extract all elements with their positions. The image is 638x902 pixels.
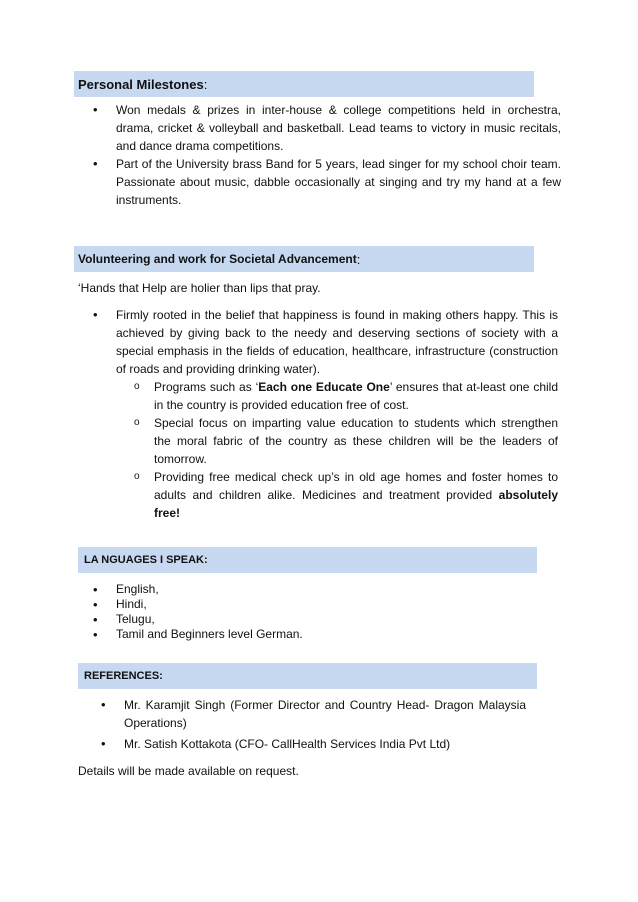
sub-item-suffix: ’ ensures that at-least one child in the country is provided education free of cost. — [154, 380, 559, 412]
sub-item-bold: absolutely free! — [154, 488, 558, 520]
section-title: LA NGUAGES I SPEAK: — [84, 554, 208, 566]
sub-list-item — [116, 468, 558, 522]
section-title: REFERENCES: — [84, 670, 163, 682]
section-header-volunteering — [74, 246, 534, 272]
list-item-text: Hindi, — [116, 597, 147, 611]
sub-item-prefix: Programs such as ‘ — [154, 380, 259, 394]
footer-note: Details will be made available on request. — [78, 764, 299, 778]
section-title-colon: : — [356, 251, 361, 267]
list-item — [86, 696, 526, 732]
milestones-list — [78, 101, 561, 209]
sub-item-text: Special focus on imparting value education to students which strengthen the moral fabric of the country as these children will be the leaders of tomorrow. — [154, 416, 558, 466]
section-header-references — [78, 663, 537, 689]
languages-list — [78, 582, 558, 642]
list-item-text: Mr. Satish Kottakota (CFO- CallHealth Services India Pvt Ltd) — [124, 737, 451, 751]
list-item-text: English, — [116, 582, 159, 596]
section-title: Volunteering and work for Societal Advancement — [78, 252, 357, 266]
list-item-text: Part of the University brass Band for 5 years, lead singer for my school choir team. Passionate about music, dabble occasionally at singing and try my hand at a few instruments. — [116, 157, 561, 207]
list-item-text: Firmly rooted in the belief that happiness is found in making others happy. This is achieved by giving back to the needy and deserving sections of society with a special emphasis in the fields of education, healthcare, infrastructure (construction of roads and providing drinking water). — [116, 308, 558, 376]
list-item — [78, 101, 561, 155]
list-item-text: Mr. Karamjit Singh (Former Director and Country Head- Dragon Malaysia Operations) — [124, 698, 526, 730]
list-item — [78, 612, 558, 627]
section-title: Personal Milestones — [78, 76, 204, 92]
list-item — [78, 155, 561, 209]
list-item-text: Tamil and Beginners level German. — [116, 627, 303, 641]
list-item — [78, 627, 558, 642]
section-title-colon: : — [203, 76, 208, 92]
sub-list-item — [116, 378, 558, 414]
list-item — [78, 582, 558, 597]
list-item — [86, 735, 526, 753]
list-item-text: Won medals & prizes in inter-house & college competitions held in orchestra, drama, cricket & volleyball and basketball. Lead teams to victory in music recitals, and dance drama competitions. — [116, 103, 561, 153]
sub-list-item — [116, 414, 558, 468]
references-list — [86, 696, 526, 753]
list-item — [78, 597, 558, 612]
section-header-milestones — [74, 71, 534, 97]
list-item-text: Telugu, — [116, 612, 155, 626]
sub-item-prefix: Providing free medical check up’s in old age homes and foster homes to adults and children alike. Medicines and treatment provided — [154, 470, 558, 502]
sub-item-bold: Each one Educate One — [258, 380, 390, 394]
quote-text: ‘Hands that Help are holier than lips that pray. — [78, 281, 321, 295]
volunteering-list — [78, 306, 558, 522]
list-item — [78, 306, 558, 522]
section-header-languages — [78, 547, 537, 573]
